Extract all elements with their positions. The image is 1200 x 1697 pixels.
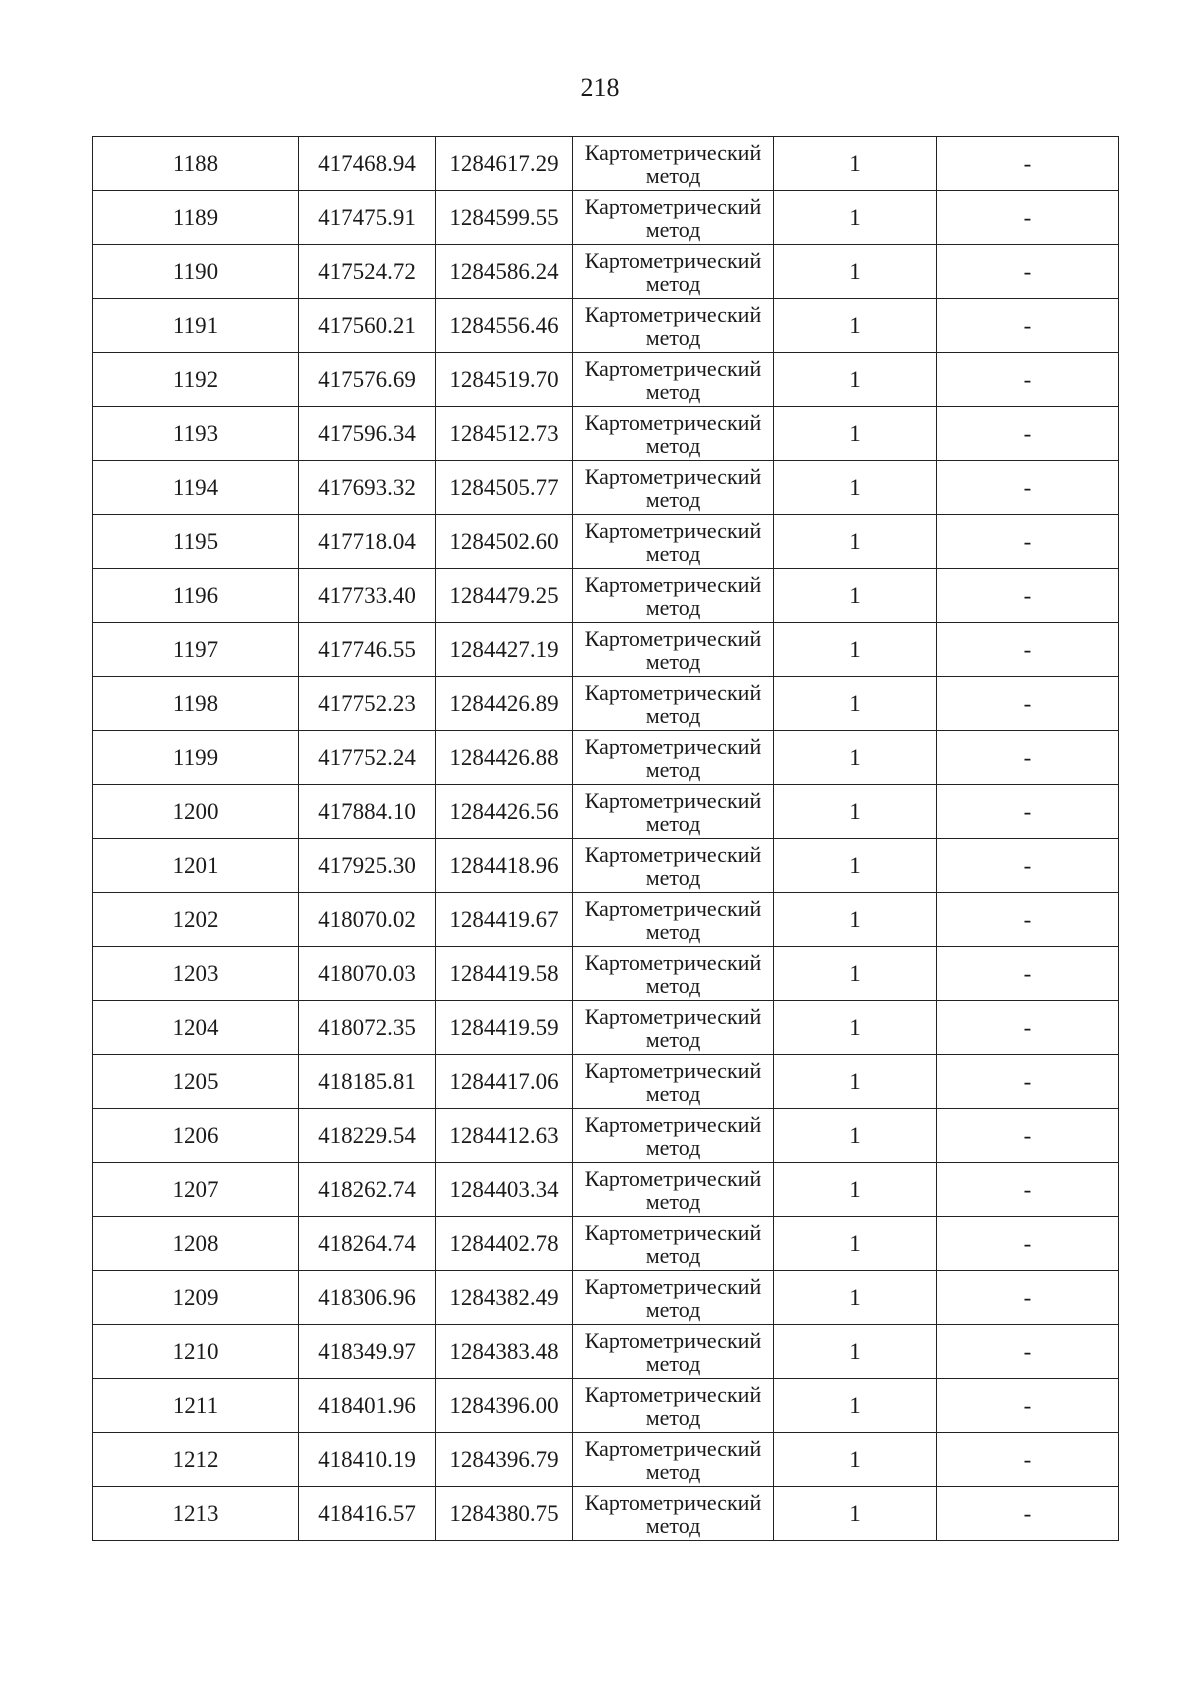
accuracy-cell: 1 (774, 245, 937, 299)
method-text-line1: Картометрический (584, 1219, 762, 1245)
accuracy-cell: 1 (774, 1271, 937, 1325)
x-coordinate-cell: 417718.04 (299, 515, 436, 569)
method-text-line1: Картометрический (584, 1003, 762, 1029)
method-text-line2: метод (645, 432, 701, 458)
method-text-line1: Картометрический (584, 625, 762, 651)
y-coordinate-cell: 1284419.59 (436, 1001, 573, 1055)
method-text-line2: метод (645, 270, 701, 296)
x-coordinate-cell: 417733.40 (299, 569, 436, 623)
y-coordinate-cell: 1284402.78 (436, 1217, 573, 1271)
table-row (93, 1109, 1119, 1163)
note-cell: - (937, 1271, 1119, 1325)
accuracy-cell: 1 (774, 1001, 937, 1055)
x-coordinate-cell: 417576.69 (299, 353, 436, 407)
method-cell (573, 1379, 774, 1433)
x-coordinate-cell: 418410.19 (299, 1433, 436, 1487)
x-coordinate-cell: 417746.55 (299, 623, 436, 677)
y-coordinate-cell: 1284556.46 (436, 299, 573, 353)
note-cell: - (937, 677, 1119, 731)
note-cell: - (937, 1487, 1119, 1541)
note-cell: - (937, 1379, 1119, 1433)
accuracy-cell: 1 (774, 407, 937, 461)
point-number-cell: 1203 (93, 947, 299, 1001)
method-cell (573, 461, 774, 515)
method-cell (573, 1217, 774, 1271)
method-text-line1: Картометрический (584, 139, 762, 165)
method-cell (573, 245, 774, 299)
note-cell: - (937, 1055, 1119, 1109)
method-cell (573, 785, 774, 839)
accuracy-cell: 1 (774, 947, 937, 1001)
method-text-line2: метод (645, 1512, 701, 1538)
table-row (93, 1055, 1119, 1109)
method-text-line1: Картометрический (584, 247, 762, 273)
method-text-line2: метод (645, 324, 701, 350)
note-cell: - (937, 623, 1119, 677)
x-coordinate-cell: 418262.74 (299, 1163, 436, 1217)
method-cell (573, 677, 774, 731)
method-cell (573, 623, 774, 677)
y-coordinate-cell: 1284426.89 (436, 677, 573, 731)
method-cell (573, 299, 774, 353)
note-cell: - (937, 461, 1119, 515)
method-text-line1: Картометрический (584, 679, 762, 705)
y-coordinate-cell: 1284427.19 (436, 623, 573, 677)
x-coordinate-cell: 418264.74 (299, 1217, 436, 1271)
note-cell: - (937, 353, 1119, 407)
table-row (93, 677, 1119, 731)
point-number-cell: 1206 (93, 1109, 299, 1163)
accuracy-cell: 1 (774, 569, 937, 623)
x-coordinate-cell: 417752.24 (299, 731, 436, 785)
method-text-line2: метод (645, 1242, 701, 1268)
x-coordinate-cell: 417752.23 (299, 677, 436, 731)
method-cell (573, 947, 774, 1001)
accuracy-cell: 1 (774, 839, 937, 893)
point-number-cell: 1213 (93, 1487, 299, 1541)
point-number-cell: 1200 (93, 785, 299, 839)
method-cell (573, 191, 774, 245)
method-text-line1: Картометрический (584, 463, 762, 489)
method-text-line2: метод (645, 864, 701, 890)
method-text-line1: Картометрический (584, 1489, 762, 1515)
note-cell: - (937, 137, 1119, 191)
note-cell: - (937, 407, 1119, 461)
x-coordinate-cell: 418070.03 (299, 947, 436, 1001)
x-coordinate-cell: 417468.94 (299, 137, 436, 191)
point-number-cell: 1193 (93, 407, 299, 461)
note-cell: - (937, 731, 1119, 785)
method-text-line2: метод (645, 756, 701, 782)
table-row (93, 731, 1119, 785)
table-row (93, 461, 1119, 515)
table-row (93, 1487, 1119, 1541)
method-text-line1: Картометрический (584, 1057, 762, 1083)
table-row (93, 407, 1119, 461)
method-text-line2: метод (645, 810, 701, 836)
method-text-line1: Картометрический (584, 1165, 762, 1191)
point-number-cell: 1204 (93, 1001, 299, 1055)
table-row (93, 1217, 1119, 1271)
accuracy-cell: 1 (774, 1487, 937, 1541)
table-row (93, 245, 1119, 299)
y-coordinate-cell: 1284426.88 (436, 731, 573, 785)
y-coordinate-cell: 1284419.67 (436, 893, 573, 947)
x-coordinate-cell: 418416.57 (299, 1487, 436, 1541)
method-text-line2: метод (645, 918, 701, 944)
x-coordinate-cell: 418072.35 (299, 1001, 436, 1055)
point-number-cell: 1209 (93, 1271, 299, 1325)
accuracy-cell: 1 (774, 1109, 937, 1163)
point-number-cell: 1197 (93, 623, 299, 677)
method-text-line1: Картометрический (584, 1111, 762, 1137)
y-coordinate-cell: 1284418.96 (436, 839, 573, 893)
table-row (93, 191, 1119, 245)
method-cell (573, 1487, 774, 1541)
y-coordinate-cell: 1284419.58 (436, 947, 573, 1001)
accuracy-cell: 1 (774, 1163, 937, 1217)
y-coordinate-cell: 1284502.60 (436, 515, 573, 569)
page-number: 218 (580, 73, 620, 102)
accuracy-cell: 1 (774, 785, 937, 839)
table-row (93, 947, 1119, 1001)
x-coordinate-cell: 418070.02 (299, 893, 436, 947)
method-text-line1: Картометрический (584, 841, 762, 867)
y-coordinate-cell: 1284396.79 (436, 1433, 573, 1487)
method-text-line2: метод (645, 1134, 701, 1160)
method-text-line2: метод (645, 1188, 701, 1214)
note-cell: - (937, 839, 1119, 893)
y-coordinate-cell: 1284519.70 (436, 353, 573, 407)
method-text-line1: Картометрический (584, 733, 762, 759)
y-coordinate-cell: 1284586.24 (436, 245, 573, 299)
method-cell (573, 1163, 774, 1217)
y-coordinate-cell: 1284382.49 (436, 1271, 573, 1325)
note-cell: - (937, 893, 1119, 947)
note-cell: - (937, 515, 1119, 569)
y-coordinate-cell: 1284505.77 (436, 461, 573, 515)
y-coordinate-cell: 1284380.75 (436, 1487, 573, 1541)
point-number-cell: 1205 (93, 1055, 299, 1109)
table-row (93, 1163, 1119, 1217)
point-number-cell: 1195 (93, 515, 299, 569)
method-text-line2: метод (645, 594, 701, 620)
note-cell: - (937, 245, 1119, 299)
y-coordinate-cell: 1284383.48 (436, 1325, 573, 1379)
x-coordinate-cell: 417693.32 (299, 461, 436, 515)
method-cell (573, 353, 774, 407)
point-number-cell: 1211 (93, 1379, 299, 1433)
note-cell: - (937, 1001, 1119, 1055)
method-text-line2: метод (645, 1026, 701, 1052)
x-coordinate-cell: 417524.72 (299, 245, 436, 299)
point-number-cell: 1208 (93, 1217, 299, 1271)
table-row (93, 785, 1119, 839)
note-cell: - (937, 1163, 1119, 1217)
method-cell (573, 137, 774, 191)
y-coordinate-cell: 1284426.56 (436, 785, 573, 839)
method-text-line1: Картометрический (584, 517, 762, 543)
point-number-cell: 1191 (93, 299, 299, 353)
point-number-cell: 1207 (93, 1163, 299, 1217)
y-coordinate-cell: 1284479.25 (436, 569, 573, 623)
point-number-cell: 1202 (93, 893, 299, 947)
method-cell (573, 731, 774, 785)
y-coordinate-cell: 1284617.29 (436, 137, 573, 191)
accuracy-cell: 1 (774, 623, 937, 677)
method-text-line1: Картометрический (584, 895, 762, 921)
note-cell: - (937, 947, 1119, 1001)
y-coordinate-cell: 1284412.63 (436, 1109, 573, 1163)
note-cell: - (937, 1433, 1119, 1487)
table-row (93, 623, 1119, 677)
accuracy-cell: 1 (774, 731, 937, 785)
note-cell: - (937, 299, 1119, 353)
point-number-cell: 1194 (93, 461, 299, 515)
method-text-line2: метод (645, 1080, 701, 1106)
table-row (93, 1433, 1119, 1487)
accuracy-cell: 1 (774, 1379, 937, 1433)
point-number-cell: 1198 (93, 677, 299, 731)
y-coordinate-cell: 1284417.06 (436, 1055, 573, 1109)
x-coordinate-cell: 418349.97 (299, 1325, 436, 1379)
table-row (93, 299, 1119, 353)
accuracy-cell: 1 (774, 893, 937, 947)
y-coordinate-cell: 1284396.00 (436, 1379, 573, 1433)
method-text-line2: метод (645, 216, 701, 242)
table-row (93, 515, 1119, 569)
table-row (93, 1379, 1119, 1433)
method-text-line2: метод (645, 1404, 701, 1430)
point-number-cell: 1212 (93, 1433, 299, 1487)
x-coordinate-cell: 417560.21 (299, 299, 436, 353)
accuracy-cell: 1 (774, 677, 937, 731)
y-coordinate-cell: 1284512.73 (436, 407, 573, 461)
accuracy-cell: 1 (774, 1055, 937, 1109)
table-row (93, 353, 1119, 407)
method-cell (573, 569, 774, 623)
accuracy-cell: 1 (774, 299, 937, 353)
coordinates-table-body (93, 137, 1119, 1541)
method-text-line1: Картометрический (584, 193, 762, 219)
method-text-line1: Картометрический (584, 1273, 762, 1299)
method-cell (573, 1055, 774, 1109)
x-coordinate-cell: 418229.54 (299, 1109, 436, 1163)
note-cell: - (937, 1109, 1119, 1163)
method-cell (573, 515, 774, 569)
x-coordinate-cell: 418306.96 (299, 1271, 436, 1325)
x-coordinate-cell: 417925.30 (299, 839, 436, 893)
note-cell: - (937, 1325, 1119, 1379)
note-cell: - (937, 785, 1119, 839)
method-text-line2: метод (645, 1350, 701, 1376)
method-text-line1: Картометрический (584, 1381, 762, 1407)
method-text-line2: метод (645, 540, 701, 566)
y-coordinate-cell: 1284403.34 (436, 1163, 573, 1217)
point-number-cell: 1188 (93, 137, 299, 191)
accuracy-cell: 1 (774, 191, 937, 245)
method-cell (573, 407, 774, 461)
accuracy-cell: 1 (774, 515, 937, 569)
accuracy-cell: 1 (774, 353, 937, 407)
coordinates-table (92, 136, 1119, 1541)
accuracy-cell: 1 (774, 137, 937, 191)
method-cell (573, 839, 774, 893)
accuracy-cell: 1 (774, 461, 937, 515)
table-row (93, 839, 1119, 893)
method-text-line1: Картометрический (584, 787, 762, 813)
method-cell (573, 1433, 774, 1487)
method-text-line2: метод (645, 486, 701, 512)
point-number-cell: 1201 (93, 839, 299, 893)
table-row (93, 893, 1119, 947)
x-coordinate-cell: 417884.10 (299, 785, 436, 839)
x-coordinate-cell: 418401.96 (299, 1379, 436, 1433)
x-coordinate-cell: 418185.81 (299, 1055, 436, 1109)
y-coordinate-cell: 1284599.55 (436, 191, 573, 245)
point-number-cell: 1192 (93, 353, 299, 407)
point-number-cell: 1199 (93, 731, 299, 785)
accuracy-cell: 1 (774, 1217, 937, 1271)
point-number-cell: 1196 (93, 569, 299, 623)
method-text-line2: метод (645, 972, 701, 998)
method-text-line2: метод (645, 1296, 701, 1322)
note-cell: - (937, 191, 1119, 245)
table-row (93, 1271, 1119, 1325)
point-number-cell: 1189 (93, 191, 299, 245)
method-text-line1: Картометрический (584, 949, 762, 975)
method-cell (573, 1001, 774, 1055)
method-cell (573, 1109, 774, 1163)
accuracy-cell: 1 (774, 1433, 937, 1487)
point-number-cell: 1210 (93, 1325, 299, 1379)
method-text-line2: метод (645, 1458, 701, 1484)
table-row (93, 569, 1119, 623)
method-text-line2: метод (645, 702, 701, 728)
x-coordinate-cell: 417596.34 (299, 407, 436, 461)
method-text-line2: метод (645, 648, 701, 674)
method-text-line1: Картометрический (584, 409, 762, 435)
method-text-line1: Картометрический (584, 1327, 762, 1353)
method-text-line2: метод (645, 378, 701, 404)
method-cell (573, 1325, 774, 1379)
table-row (93, 1001, 1119, 1055)
method-text-line1: Картометрический (584, 571, 762, 597)
table-row (93, 1325, 1119, 1379)
method-text-line1: Картометрический (584, 1435, 762, 1461)
point-number-cell: 1190 (93, 245, 299, 299)
x-coordinate-cell: 417475.91 (299, 191, 436, 245)
note-cell: - (937, 1217, 1119, 1271)
method-text-line1: Картометрический (584, 355, 762, 381)
table-row (93, 137, 1119, 191)
note-cell: - (937, 569, 1119, 623)
method-text-line1: Картометрический (584, 301, 762, 327)
method-cell (573, 1271, 774, 1325)
method-text-line2: метод (645, 162, 701, 188)
method-cell (573, 893, 774, 947)
accuracy-cell: 1 (774, 1325, 937, 1379)
